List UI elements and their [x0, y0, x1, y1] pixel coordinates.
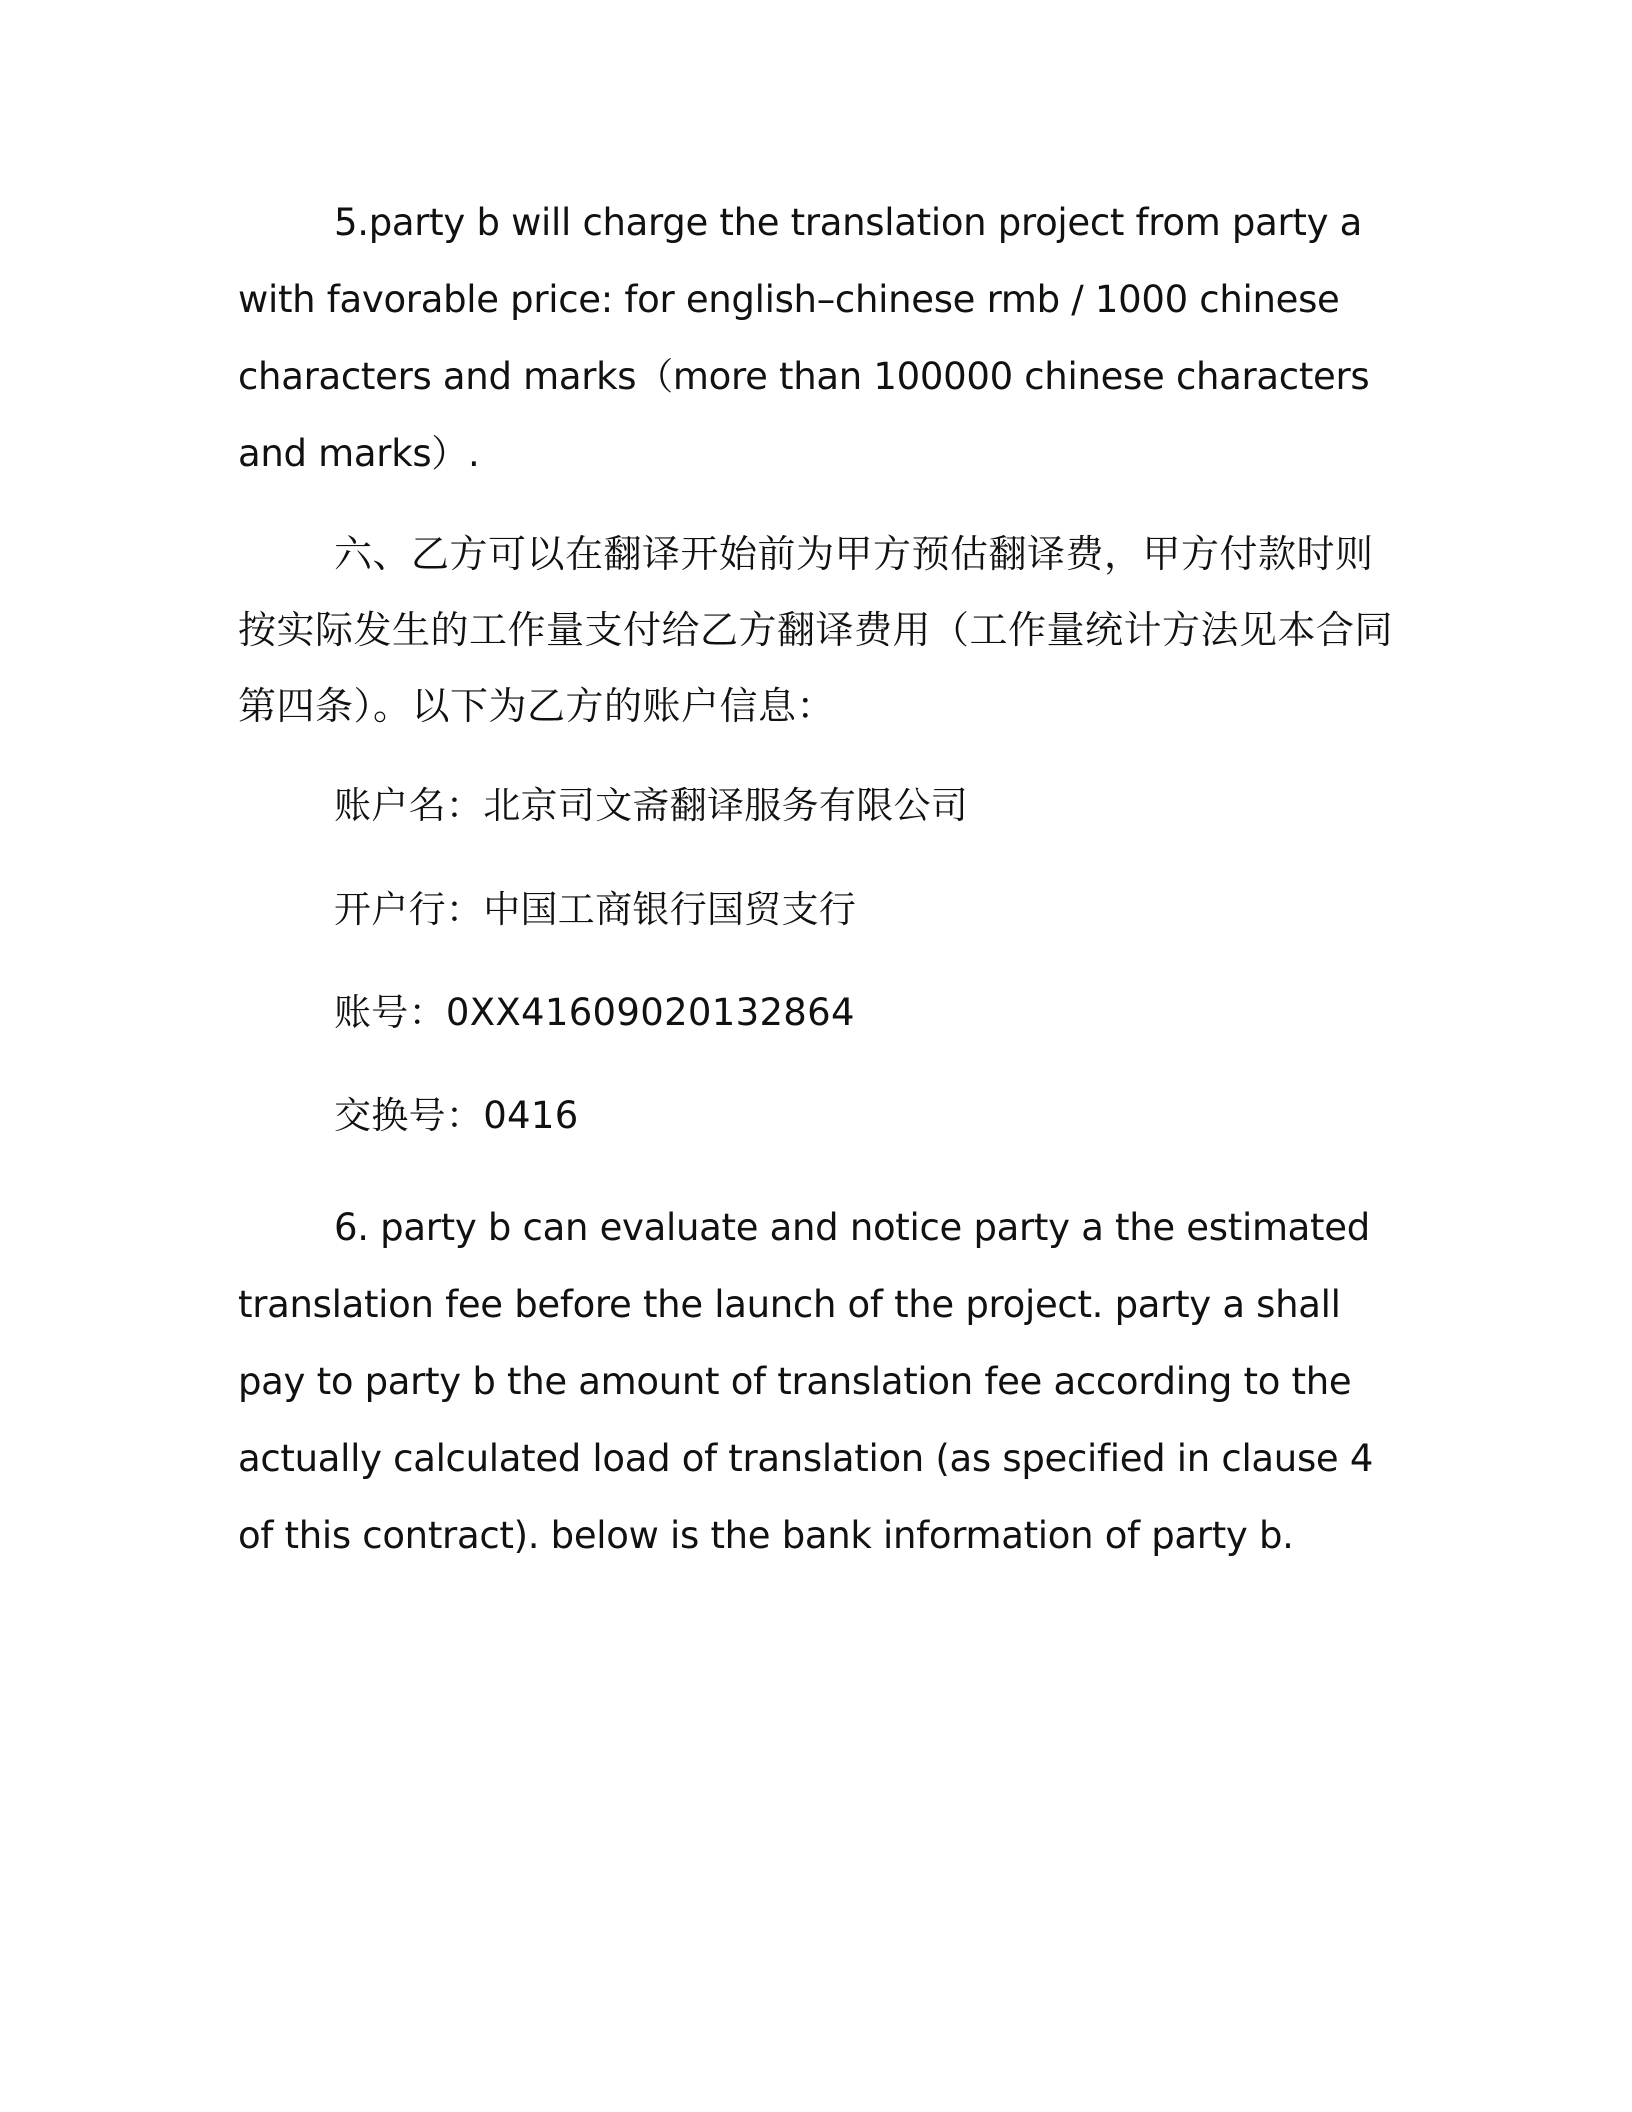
bank-account-number: 账号：0XX41609020132864 [334, 991, 855, 1034]
paragraph-5-english: 5.party b will charge the translation project from party a with favorable price: for english–chinese rmb / 1000 chinese characters and marks（more than 100000 chinese characters and marks）. [238, 201, 1370, 475]
bank-account-name: 账户名：北京司文斋翻译服务有限公司 [334, 784, 969, 827]
paragraph-6-chinese: 六、乙方可以在翻译开始前为甲方预估翻译费，甲方付款时则按实际发生的工作量支付给乙方翻译费用（工作量统计方法见本合同第四条）。以下为乙方的账户信息： [238, 532, 1394, 728]
bank-open-bank: 开户行：中国工商银行国贸支行 [334, 888, 857, 931]
paragraph-6-english: 6. party b can evaluate and notice party a the estimated translation fee before the launch of the project. party a shall pay to party b the amount of translation fee according to the actually calculated load of translation (as specified in clause 4 of this contract). below is the bank information of party b. [238, 1206, 1374, 1557]
bank-exchange-number: 交换号：0416 [334, 1094, 579, 1137]
